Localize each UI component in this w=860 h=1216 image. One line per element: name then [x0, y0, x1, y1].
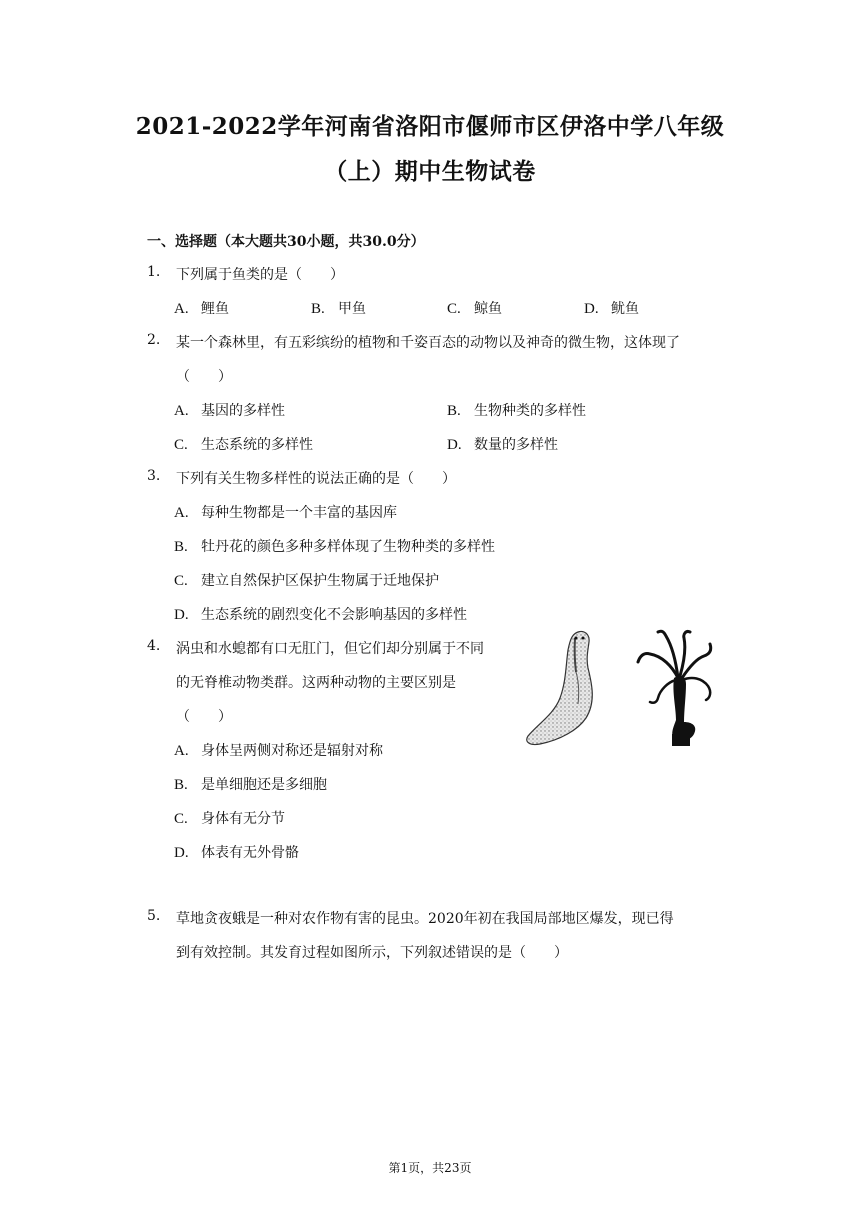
option-label: D. — [584, 301, 599, 317]
question-number: 5. — [147, 908, 161, 924]
question-text: （ ） — [176, 369, 232, 385]
option-d — [584, 298, 639, 318]
option-a — [174, 740, 383, 760]
option-label: C. — [174, 437, 188, 453]
option-label: A. — [174, 743, 189, 759]
option-d — [174, 604, 467, 624]
question-text: 的无脊椎动物类群。这两种动物的主要区别是 — [176, 675, 456, 691]
option-label: A. — [174, 301, 189, 317]
option-text: 鱿鱼 — [611, 301, 639, 317]
option-text: 体表有无外骨骼 — [201, 845, 299, 861]
question-number: 4. — [147, 638, 161, 654]
option-text: 牡丹花的颜色多种多样体现了生物种类的多样性 — [201, 539, 495, 555]
option-c — [174, 570, 439, 590]
option-text: 身体有无分节 — [201, 811, 285, 827]
page-footer: 第1页，共23页 — [388, 1161, 472, 1175]
option-label: D. — [174, 845, 189, 861]
question-number: 2. — [147, 332, 161, 348]
option-b — [447, 400, 586, 420]
option-text: 生态系统的剧烈变化不会影响基因的多样性 — [201, 607, 467, 623]
option-c — [174, 808, 285, 828]
question-text: （ ） — [176, 709, 232, 725]
option-label: B. — [174, 777, 188, 793]
option-text: 生物种类的多样性 — [474, 403, 586, 419]
option-b — [174, 536, 495, 556]
question-number: 3. — [147, 468, 161, 484]
question-text: 某一个森林里，有五彩缤纷的植物和千姿百态的动物以及神奇的微生物，这体现了 — [176, 335, 680, 351]
option-text: 身体呈两侧对称还是辐射对称 — [201, 743, 383, 759]
option-label: A. — [174, 505, 189, 521]
option-text: 每种生物都是一个丰富的基因库 — [201, 505, 397, 521]
question-text: 草地贪夜蛾是一种对农作物有害的昆虫。2020年初在我国局部地区爆发，现已得 — [176, 911, 674, 927]
hydra-figure — [632, 626, 718, 750]
option-label: A. — [174, 403, 189, 419]
option-label: D. — [174, 607, 189, 623]
option-text: 鲸鱼 — [474, 301, 502, 317]
section-header: 一、选择题（本大题共30小题，共30.0分） — [147, 234, 425, 250]
option-text: 是单细胞还是多细胞 — [201, 777, 327, 793]
option-d — [174, 842, 299, 862]
question-text: 涡虫和水螅都有口无肛门，但它们却分别属于不同 — [176, 641, 484, 657]
option-a — [174, 298, 229, 318]
option-label: C. — [447, 301, 461, 317]
option-b — [311, 298, 366, 318]
option-label: B. — [174, 539, 188, 555]
option-text: 数量的多样性 — [474, 437, 558, 453]
question-text: 到有效控制。其发育过程如图所示，下列叙述错误的是（ ） — [176, 945, 568, 961]
option-label: B. — [311, 301, 325, 317]
option-d — [447, 434, 558, 454]
question-text: 下列属于鱼类的是（ ） — [176, 267, 344, 283]
option-text: 建立自然保护区保护生物属于迁地保护 — [201, 573, 439, 589]
option-c — [174, 434, 313, 454]
option-label: D. — [447, 437, 462, 453]
option-text: 基因的多样性 — [201, 403, 285, 419]
option-label: C. — [174, 573, 188, 589]
option-text: 鲤鱼 — [201, 301, 229, 317]
option-label: B. — [447, 403, 461, 419]
option-b — [174, 774, 327, 794]
document-title-line2: （上）期中生物试卷 — [324, 158, 536, 185]
question-text: 下列有关生物多样性的说法正确的是（ ） — [176, 471, 456, 487]
option-text: 生态系统的多样性 — [201, 437, 313, 453]
option-label: C. — [174, 811, 188, 827]
planarian-figure — [520, 626, 610, 750]
option-text: 甲鱼 — [338, 301, 366, 317]
option-c — [447, 298, 502, 318]
question-number: 1. — [147, 264, 161, 280]
document-title-line1: 2021-2022学年河南省洛阳市偃师市区伊洛中学八年级 — [135, 113, 725, 140]
option-a — [174, 400, 285, 420]
option-a — [174, 502, 397, 522]
